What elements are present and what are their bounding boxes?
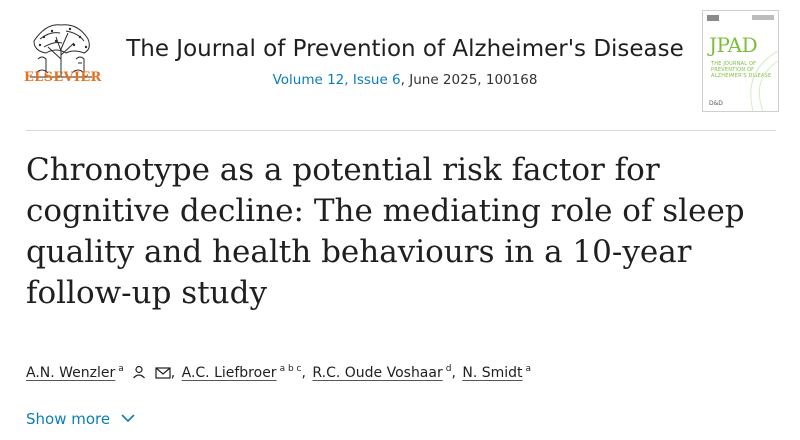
author-affiliation[interactable]: a bbox=[525, 364, 532, 374]
author-separator: , bbox=[451, 365, 456, 381]
author-link[interactable]: N. Smidt bbox=[462, 365, 523, 381]
journal-cover-thumbnail[interactable] bbox=[702, 10, 779, 112]
author-separator: , bbox=[301, 365, 306, 381]
cover-publisher-mark bbox=[707, 15, 719, 21]
journal-header bbox=[0, 0, 800, 132]
author-list bbox=[26, 364, 776, 381]
chevron-down-icon bbox=[121, 414, 135, 423]
author-affiliation[interactable]: d bbox=[445, 364, 452, 374]
cover-issn-mark bbox=[752, 15, 774, 20]
cover-footer-mark: D&D bbox=[709, 100, 723, 107]
journal-title[interactable]: The Journal of Prevention of Alzheimer's Disease bbox=[126, 36, 684, 62]
author-link[interactable]: A.N. Wenzler bbox=[26, 365, 116, 381]
journal-issue-info bbox=[120, 72, 690, 88]
show-more-label: Show more bbox=[26, 410, 111, 428]
issue-date-article-number: , June 2025, 100168 bbox=[400, 72, 538, 88]
volume-issue-link[interactable]: Volume 12, Issue 6 bbox=[272, 72, 401, 88]
author-affiliation[interactable]: a bbox=[118, 364, 124, 374]
header-divider bbox=[26, 130, 776, 131]
cover-decoration bbox=[733, 51, 778, 111]
cover-journal-abbr: JPAD bbox=[709, 33, 758, 57]
author-affiliation[interactable]: a b c bbox=[279, 364, 302, 374]
elsevier-wordmark[interactable]: ELSEVIER bbox=[24, 70, 102, 85]
author-separator: , bbox=[170, 365, 176, 381]
cover-journal-subtitle: THE JOURNAL OF PREVENTION OF ALZHEIMER'S DISEASE bbox=[711, 61, 772, 79]
article-title: Chronotype as a potential risk factor for cognitive decline: The mediating role of sleep quality and health behaviours in a 10-year follow-up study bbox=[26, 152, 745, 311]
show-more-button[interactable] bbox=[26, 410, 135, 428]
author-link[interactable]: R.C. Oude Voshaar bbox=[312, 365, 443, 381]
person-icon[interactable] bbox=[132, 365, 146, 379]
author-link[interactable]: A.C. Liefbroer bbox=[181, 365, 277, 381]
email-icon[interactable] bbox=[155, 367, 171, 379]
